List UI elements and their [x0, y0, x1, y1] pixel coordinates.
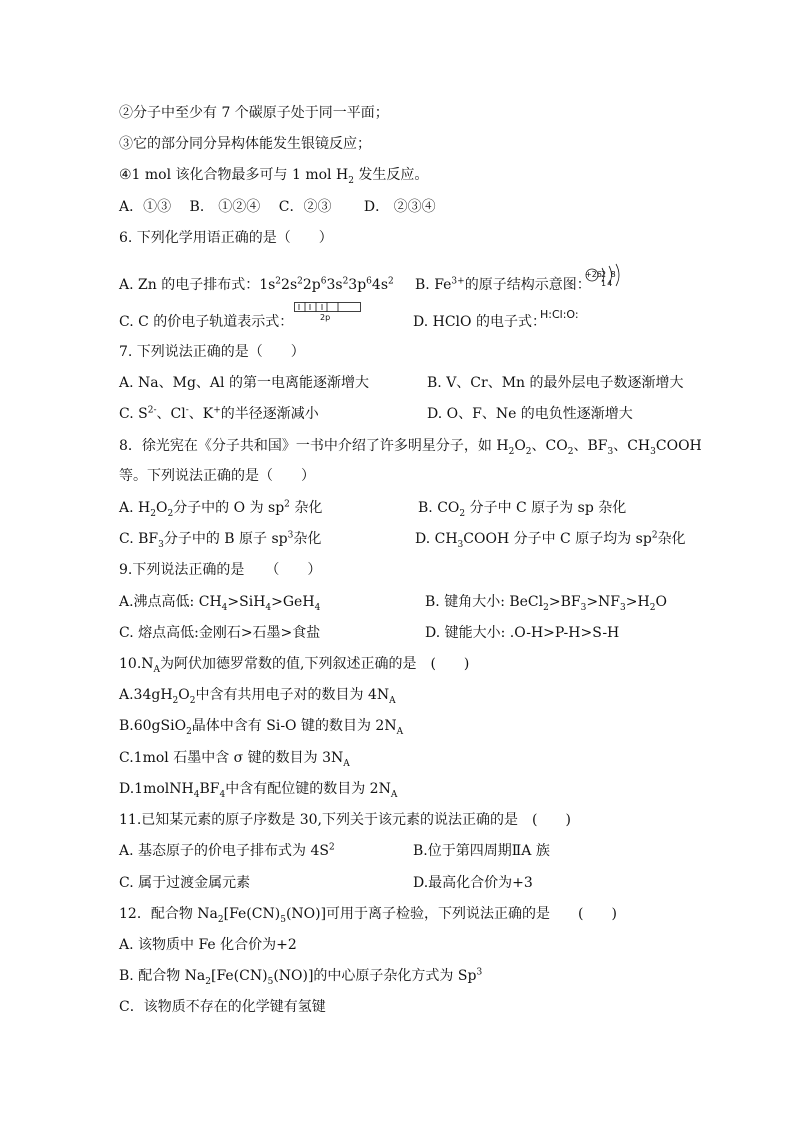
question-6: 6. 下列化学用语正确的是（ ） — [119, 230, 333, 246]
statement-4: ④1 mol 该化合物最多可与 1 mol $H_2$ 发生反应。 — [119, 167, 429, 186]
q12-option-c: C．该物质不存在的化学键有氢键 — [119, 999, 326, 1015]
electron-formula: H:Cl:O: — [540, 308, 579, 321]
q12-option-a: A. 该物质中 Fe 化合价为+2 — [119, 937, 297, 953]
q10-option-d: $D.1molNH_4BF_4$中含有配位键的数目为 $2N_A$ — [119, 781, 398, 800]
orbital-label: 2p — [320, 313, 331, 322]
q9-option-b: B. 键角大小: $BeCl_2>BF_3>NF_3>H_2O$ — [425, 594, 667, 613]
q8-option-c: C. $BF_3$分子中的 B 原子 $sp^3$杂化 — [119, 530, 322, 550]
q7-option-b: B. V、Cr、Mn 的最外层电子数逐渐增大 — [427, 375, 684, 391]
q11-option-a: A. 基态原子的价电子排布式为 $4S^2$ — [119, 842, 335, 859]
question-8-line-2: 等。下列说法正确的是（ ） — [119, 468, 315, 484]
q7-option-a: A. Na、Mg、Al 的第一电离能逐渐增大 — [119, 375, 369, 391]
q12-option-b: B. 配合物 $Na_2[Fe(CN)_5(NO)]$的中心原子杂化方式为 Sp$^3$ — [119, 967, 483, 987]
q5-options: A．①③ B． ①②④ C．②③ D． ②③④ — [119, 199, 436, 215]
shell-electrons: 2 8 14 — [601, 270, 617, 288]
q7-option-d: D. O、F、Ne 的电负性逐渐增大 — [427, 406, 633, 422]
q10-option-a: $A.34gH_2O_2$中含有共用电子对的数目为 $4N_A$ — [119, 687, 396, 706]
question-8-line-1: 8．徐光宪在《分子共和国》一书中介绍了许多明星分子，如 $H_2O_2$、$CO_2$、$BF_3$、$CH_3COOH$ — [119, 438, 702, 457]
question-10: $10.N_A$为阿伏加德罗常数的值,下列叙述正确的是 ( ) — [119, 656, 470, 675]
q11-option-c: C. 属于过渡金属元素 — [119, 875, 251, 891]
q10-option-b: B.60gSiO$_2$晶体中含有 Si-O 键的数目为 $2N_A$ — [119, 718, 404, 737]
q9-option-d: D. 键能大小: .O-H>P-H>S-H — [425, 625, 620, 641]
q6-option-a: A. Zn 的电子排布式：$1s^22s^22p^63s^23p^64s^2$ — [119, 276, 394, 293]
q7-option-c: C. $S^{2-}$、Cl-、K+的半径逐渐减小 — [119, 405, 319, 422]
statement-3: ③它的部分同分异构体能发生银镜反应； — [119, 136, 371, 152]
q8-option-d: D. $CH_3COOH$ 分子中 C 原子均为 $sp^2$杂化 — [415, 530, 686, 550]
question-7: 7. 下列说法正确的是（ ） — [119, 344, 305, 360]
q8-option-a: A. $H_2O_2$分子中的 O 为 $sp^2$ 杂化 — [119, 499, 323, 519]
q6-option-d: D. HClO 的电子式： — [413, 314, 546, 330]
orbital-diagram — [294, 300, 362, 324]
question-9: 9.下列说法正确的是 （ ） — [119, 562, 322, 578]
q10-option-c: C.1mol 石墨中含 σ 键的数目为 $3N_A$ — [119, 750, 350, 769]
q9-option-a: A.沸点高低: $CH_4>SiH_4>GeH_4$ — [119, 594, 321, 613]
q11-option-d: D.最高化合价为+3 — [413, 875, 533, 891]
q9-option-c: C. 熔点高低:金刚石>石墨>食盐 — [119, 625, 321, 641]
q8-option-b: B. $CO_2$ 分子中 C 原子为 sp 杂化 — [418, 500, 627, 519]
nucleus-charge: +26 — [585, 270, 602, 279]
question-11: 11.已知某元素的原子序数是 30,下列关于该元素的说法正确的是 ( ) — [119, 812, 571, 828]
q6-option-c: C. C 的价电子轨道表示式： — [119, 314, 294, 330]
q6-option-b: B. $Fe^{3+}$的原子结构示意图： — [415, 276, 591, 293]
statement-2: ②分子中至少有 7 个碳原子处于同一平面； — [119, 105, 389, 121]
q11-option-b: B.位于第四周期ⅡA 族 — [413, 843, 550, 859]
question-12: 12．配合物 $Na_2[Fe(CN)_5(NO)]$可用于离子检验，下列说法正确的是 ( ) — [119, 906, 617, 925]
atom-structure-diagram — [584, 262, 628, 288]
